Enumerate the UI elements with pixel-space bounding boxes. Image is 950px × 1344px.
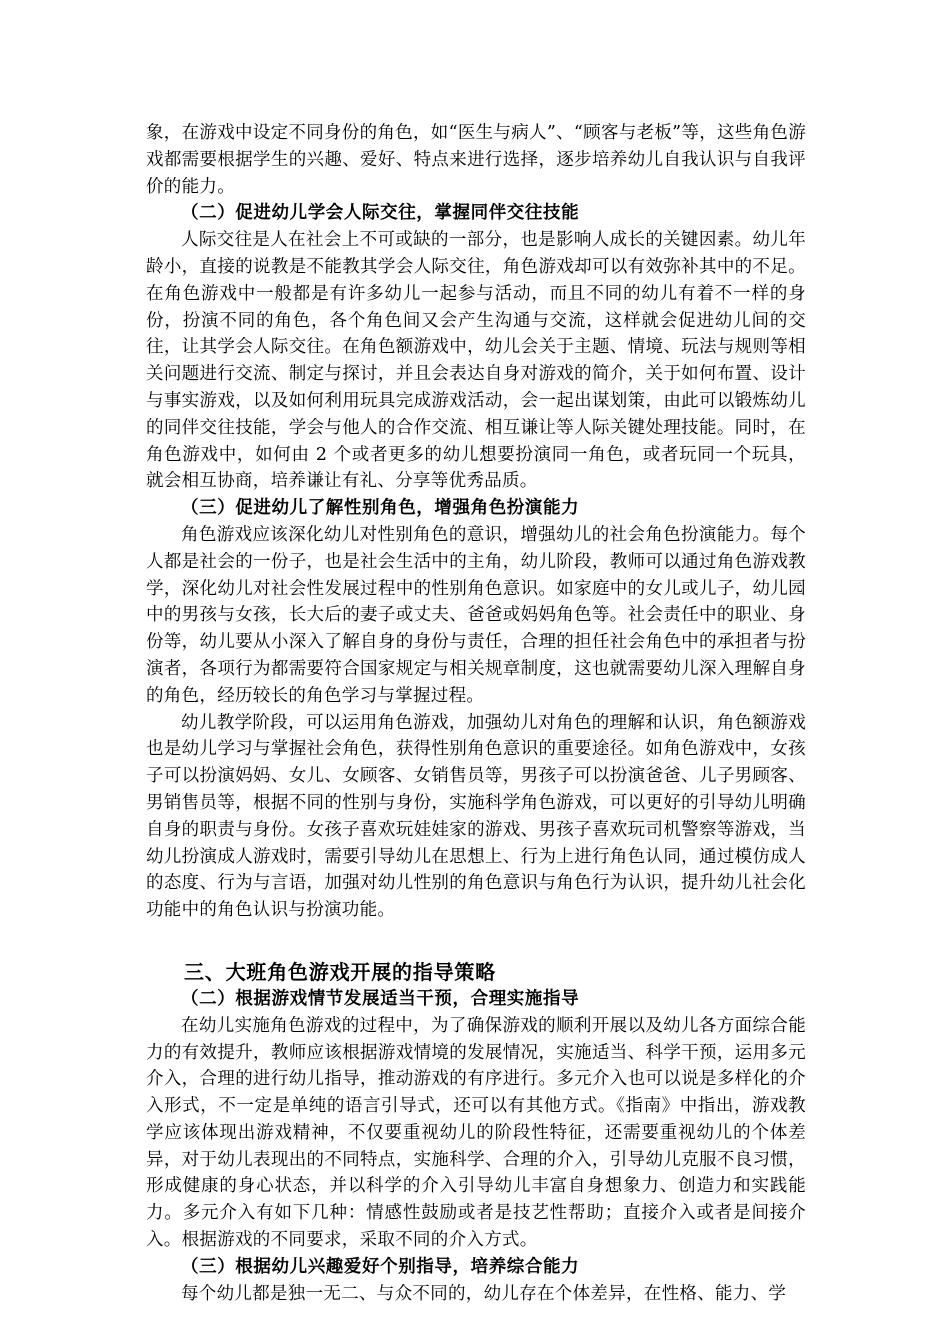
paragraph-interpersonal: 人际交往是人在社会上不可或缺的一部分，也是影响人成长的关键因素。幼儿年龄小，直接的说教是不能教其学会人际交往，角色游戏却可以有效弥补其中的不足。在角色游戏中一般都是有许多幼儿一起参与活动，而且不同的幼儿有着不一样的身份，扮演不同的角色，各个角色间又会产生沟通与交流，这样就会促进幼儿间的交往，让其学会人际交往。在角色额游戏中，幼儿会关于主题、情境、玩法与规则等相关问题进行交流、制定与探讨，并且会表达自身对游戏的简介，关于如何布置、设计与事实游戏，以及如何利用玩具完成游戏活动，会一起出谋划策，由此可以锻炼幼儿的同伴交往技能，学会与他人的合作交流、相互谦让等人际关键处理技能。同时，在角色游戏中，如何由 2 个或者更多的幼儿想要扮演同一角色，或者玩同一个玩具，就会相互协商，培养谦让有礼、分享等优秀品质。 [146,230,806,492]
subheading-intervention: （二）根据游戏情节发展适当干预，合理实施指导 [181,988,580,1009]
section-heading-strategies: 三、大班角色游戏开展的指导策略 [184,959,496,984]
section-gap [146,924,806,958]
paragraph-intervention: 在幼儿实施角色游戏的过程中，为了确保游戏的顺利开展以及幼儿各方面综合能力的有效提升，教师应该根据游戏情境的发展情况，实施适当、科学干预，运用多元介入，合理的进行幼儿指导，推动游戏的有序进行。多元介入也可以说是多样化的介入形式，不一定是单纯的语言引导式，还可以有其他方式。《指南》中指出，游戏教学应该体现出游戏精神，不仅要重视幼儿的阶段性特征，还需要重视幼儿的个体差异，对于幼儿表现出的不同特点，实施科学、合理的介入，引导幼儿克服不良习惯，形成健康的身心状态，并以科学的介入引导幼儿丰富自身想象力、创造力和实践能力。多元介入有如下几种：情感性鼓励或者是技艺性帮助；直接介入或者是间接介入。根据游戏的不同要求，采取不同的介入方式。 [146,1015,806,1251]
paragraph-gender-role: 角色游戏应该深化幼儿对性别角色的意识，增强幼儿的社会角色扮演能力。每个人都是社会的一份子，也是社会生活中的主角，幼儿阶段，教师可以通过角色游戏教学，深化幼儿对社会性发展过程中的性别角色意识。如家庭中的女儿或儿子，幼儿园中的男孩与女孩，长大后的妻子或丈夫、爸爸或妈妈角色等。社会责任中的职业、身份等，幼儿要从小深入了解自身的身份与责任，合理的担任社会角色中的承担者与扮演者，各项行为都需要符合国家规定与相关规章制度，这也就需要幼儿深入理解自身的角色，经历较长的角色学习与掌握过程。 [146,524,806,706]
paragraph-continuation: 象，在游戏中设定不同身份的角色，如“医生与病人”、“顾客与老板”等，这些角色游戏都需要根据学生的兴趣、爱好、特点来进行选择，逐步培养幼儿自我认识与自我评价的能力。 [146,123,806,197]
paragraph-teaching-stage: 幼儿教学阶段，可以运用角色游戏，加强幼儿对角色的理解和认识，角色额游戏也是幼儿学习与掌握社会角色，获得性别角色意识的重要途径。如角色游戏中，女孩子可以扮演妈妈、女儿、女顾客、女销售员等，男孩子可以扮演爸爸、儿子男顾客、男销售员等，根据不同的性别与身份，实施科学角色游戏，可以更好的引导幼儿明确自身的职责与身份。女孩子喜欢玩娃娃家的游戏、男孩子喜欢玩司机警察等游戏，当幼儿扮演成人游戏时，需要引导幼儿在思想上、行为上进行角色认同，通过模仿成人的态度、行为与言语，加强对幼儿性别的角色意识与角色行为认识，提升幼儿社会化功能中的角色认识与扮演功能。 [146,712,806,921]
subheading-individual-guidance: （三）根据幼儿兴趣爱好个别指导，培养综合能力 [181,1256,580,1277]
subheading-gender-role: （三）促进幼儿了解性别角色，增强角色扮演能力 [181,498,580,519]
paragraph-individual-guidance: 每个幼儿都是独一无二、与众不同的，幼儿存在个体差异，在性格、能力、学 [181,1283,787,1304]
document-page [146,120,806,1307]
subheading-interpersonal: （二）促进幼儿学会人际交往，掌握同伴交往技能 [181,203,580,224]
